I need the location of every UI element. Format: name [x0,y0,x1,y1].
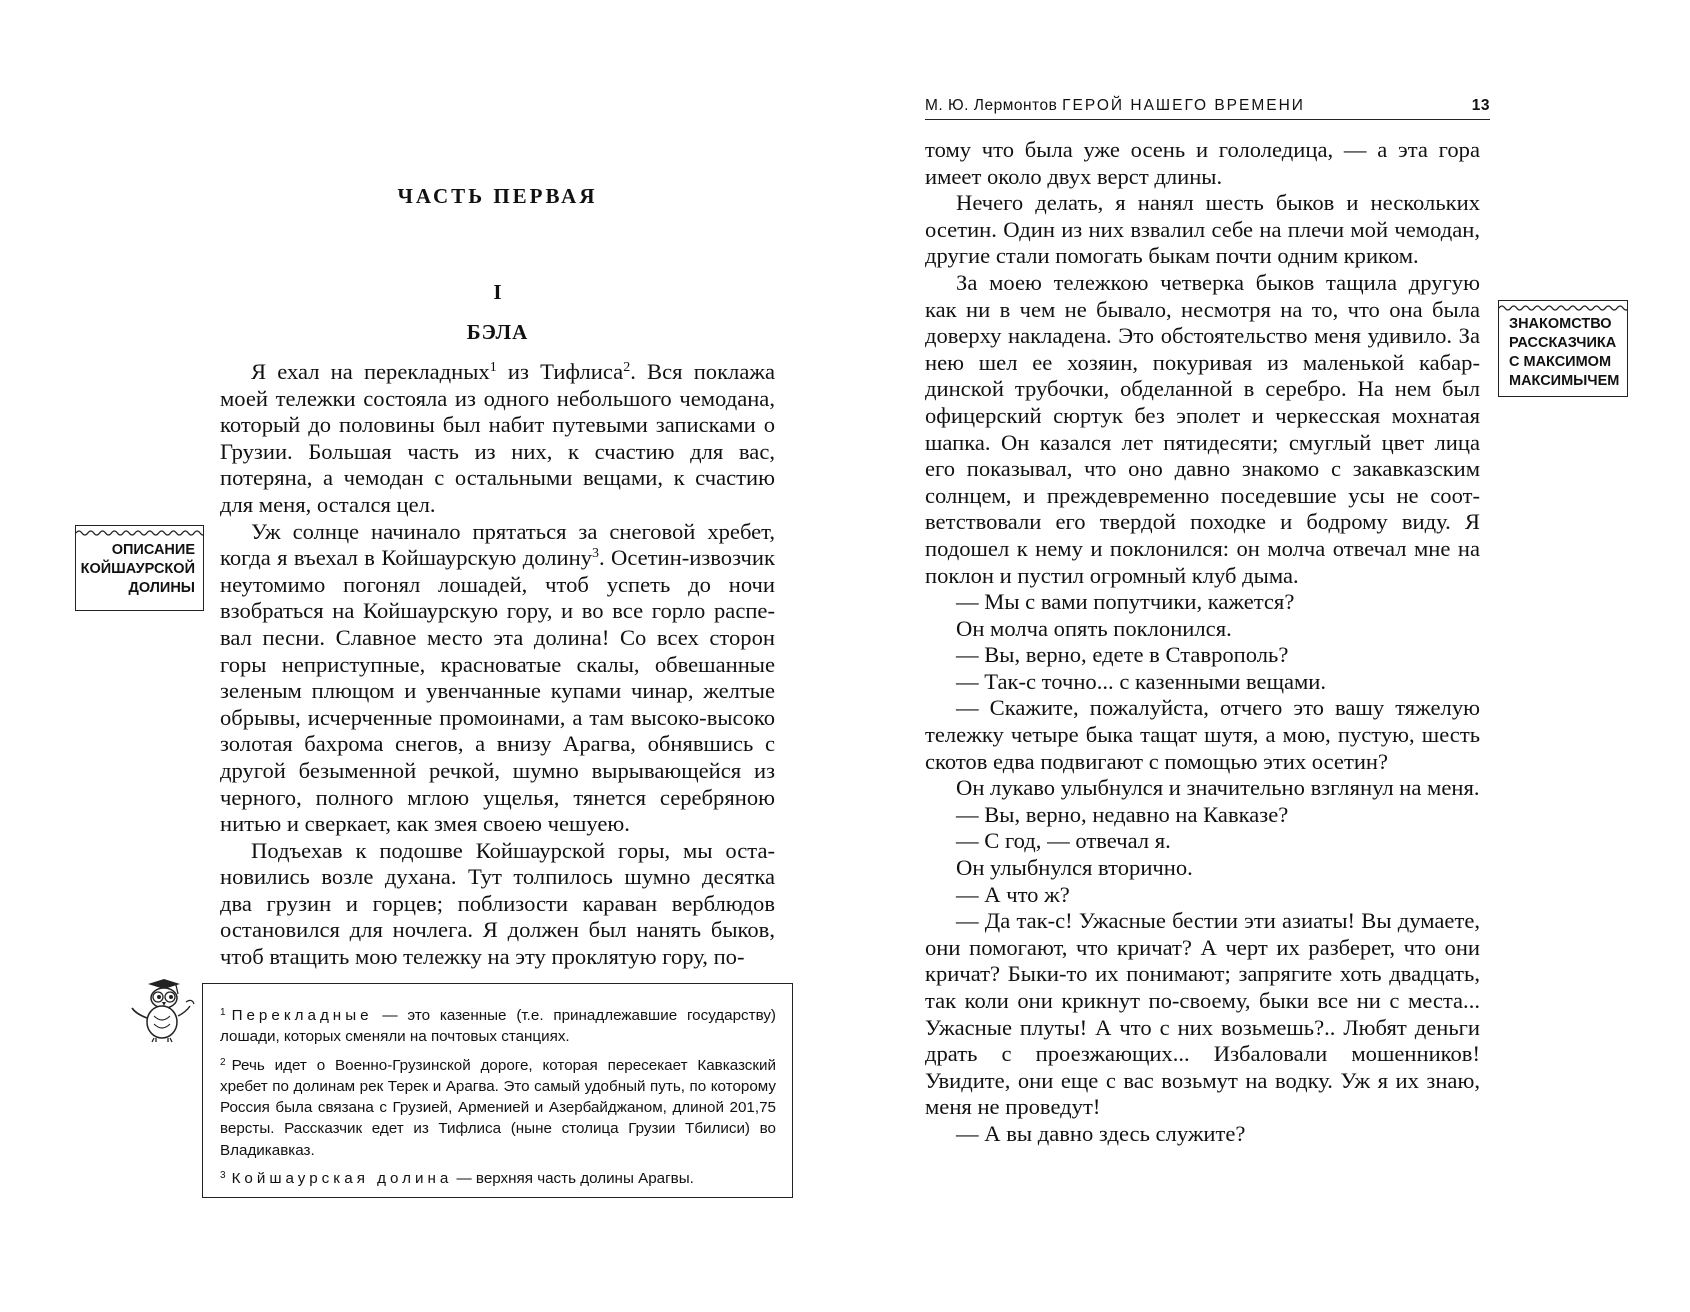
dialogue-line: — Так-с точно... с казенными вещами. [956,668,1327,694]
margin-note-left [75,525,204,611]
footnote-number: 2 [220,1056,226,1068]
footnote-3 [220,1165,776,1189]
footnote-term: Перекладные [231,1007,373,1024]
margin-note-label: ОПИСАНИЕ КОЙШАУРСКОЙ ДОЛИНЫ [80,542,195,596]
footnote-text: — верхняя часть долины Арагвы. [452,1170,694,1188]
left-body-text [220,359,775,971]
paragraph [220,519,775,838]
text-segment: . Осетин-извозчик неутомимо погонял лошадей, чтоб успеть до ночи взобраться на Койшаурскую гору, и во все горло распевал песни. Славное место эта долина! Со всех сторон горы неприступные, красноватые скалы, обвешанные зеленым плющом и увенчанные купами чинар, желтые обрывы, исчерченные промоинами, а там высоко-высоко золотая бахрома снегов, а внизу Арагва, обнявшись с другой безыменной речкой, шумно вырывающейся из черного, полного мглою ущелья, тянется серебряною нитью и сверкает, как змея своею чешуею. [220,545,775,837]
wavy-border-icon [1499,304,1627,312]
margin-note-right [1498,300,1628,397]
paragraph [220,359,775,519]
author-name: М. Ю. Лермонтов [925,97,1058,114]
footnote-1 [220,1002,776,1048]
page-number: 13 [1471,97,1490,114]
margin-note-label: ЗНАКОМСТВО РАССКАЗЧИКА С МАКСИМОМ МАКСИМЫЧЕМ [1509,316,1620,389]
dialogue-line: — А что ж? [956,881,1070,907]
footnote-2 [220,1052,776,1161]
footnote-ref[interactable]: 1 [489,360,497,375]
chapter-number: I [493,280,502,304]
dialogue-line: — Мы с вами попутчики, кажется? [956,589,1295,615]
paragraph: Нечего делать, я нанял шесть быков и нескольких осетин. Один из них взвалил себе на плечи мой чемодан, другие стали помогать быкам почти одним криком. [925,190,1480,269]
footnotes-box [202,983,793,1198]
footnote-number: 1 [220,1007,226,1018]
paragraph: тому что была уже осень и гололедица, — а эта гора имеет около двух верст длины. [925,137,1480,189]
dialogue-line: — Да так-с! Ужасные бестии эти азиаты! Вы думаете, они помогают, что кричат? А черт их разберет, что они кричат? Быки-то их понимают; запрягите хоть двадцать, так коли они крикнут по-своему, быки все ни с места... Ужасные плуты! А что с них возьмешь?.. Любят деньги драть с проезжающих... Избаловали мошенников! Увидите, они еще с вас возьмут на водку. Уж я их знаю, меня не проведут! [925,908,1480,1120]
running-head [925,95,1490,120]
running-head-title [925,97,1305,115]
owl-professor-icon [126,978,196,1044]
book-title: ГЕРОЙ НАШЕГО ВРЕМЕНИ [1062,97,1305,114]
wavy-border-icon [76,529,203,537]
dialogue-line: — Скажите, пожалуйста, отчего это вашу тяжелую тележку четыре быка тащат шутя, а мою, пустую, шесть скотов едва подвигают с помощью этих осетин? [925,695,1480,774]
text-segment: Подъехав к подошве Койшаурской горы, мы остановились возле духана. Тут толпилось шумно десятка два грузин и горцев; поблизости караван верблюдов остановился для ночлега. Я должен был нанять быков, чтоб втащить мою тележку на эту проклятую гору, по- [220,837,775,970]
text-segment: Я ехал на перекладных [251,359,490,384]
part-title: ЧАСТЬ ПЕРВАЯ [397,184,598,208]
paragraph: За моею тележкою четверка быков тащила другую как ни в чем не бывало, несмотря на то, что она была доверху накладена. Это обстоятельство меня удивило. За нею шел ее хозяин, покуривая из маленькой кабардинской трубочки, обделанной в серебро. На нем был офицерский сюртук без эполет и черкесская мохнатая шапка. Он казался лет пятидесяти; смуглый цвет лица его показывал, что оно давно знакомо с закавказским солнцем, и преждевременно поседевшие усы не соответствовали его твердой походке и бодрому виду. Я подошел к нему и поклонился: он молча отвечал мне на поклон и пустил огромный клуб дыма. [925,269,1480,588]
footnote-term: Койшаурская долина [231,1170,453,1188]
footnote-text: Речь идет о Военно-Грузинской дороге, которая пересекает Кавказский хребет по долинам рек Терек и Арагва. Это самый удобный путь, по которому Россия была связана с Грузией, Арменией и Азербайджаном, длиной 201,75 версты. Рассказчик едет из Тифлиса (ныне столица Грузии Тбилиси) во Владикавказ. [220,1056,776,1159]
footnote-number: 3 [220,1170,226,1182]
paragraph: Он молча опять поклонился. [956,615,1232,641]
footnote-ref[interactable]: 2 [623,360,631,375]
paragraph: Он лукаво улыбнулся и значительно взглянул на меня. [956,775,1480,801]
footnote-ref[interactable]: 3 [592,546,600,562]
text-segment: из Тифлиса [496,359,624,384]
dialogue-line: — Вы, верно, едете в Ставрополь? [956,642,1289,668]
text-segment: . Вся поклажа моей тележки состояла из одного небольшого чемодана, который до половины был набит путевыми записками о Грузии. Большая часть из них, к счастию для вас, потеряна, а чемодан с остальными вещами, к счастию для меня, остался цел. [220,359,775,517]
chapter-title: БЭЛА [466,320,529,344]
right-body-text [925,137,1480,1148]
text-segment: Уж солнце начинало прятаться за снеговой хребет, когда я въехал в Койшаурскую долину [220,518,775,571]
footnote-text: — это казенные (т.е. принадлежавшие государству) лошади, которых сменяли на почтовых станциях. [220,1007,776,1046]
dialogue-line: — С год, — отвечал я. [956,828,1171,854]
paragraph [220,838,775,971]
dialogue-line: — Вы, верно, недавно на Кавказе? [956,801,1289,827]
dialogue-line: — А вы давно здесь служите? [956,1120,1246,1146]
paragraph: Он улыбнулся вторично. [956,855,1193,881]
